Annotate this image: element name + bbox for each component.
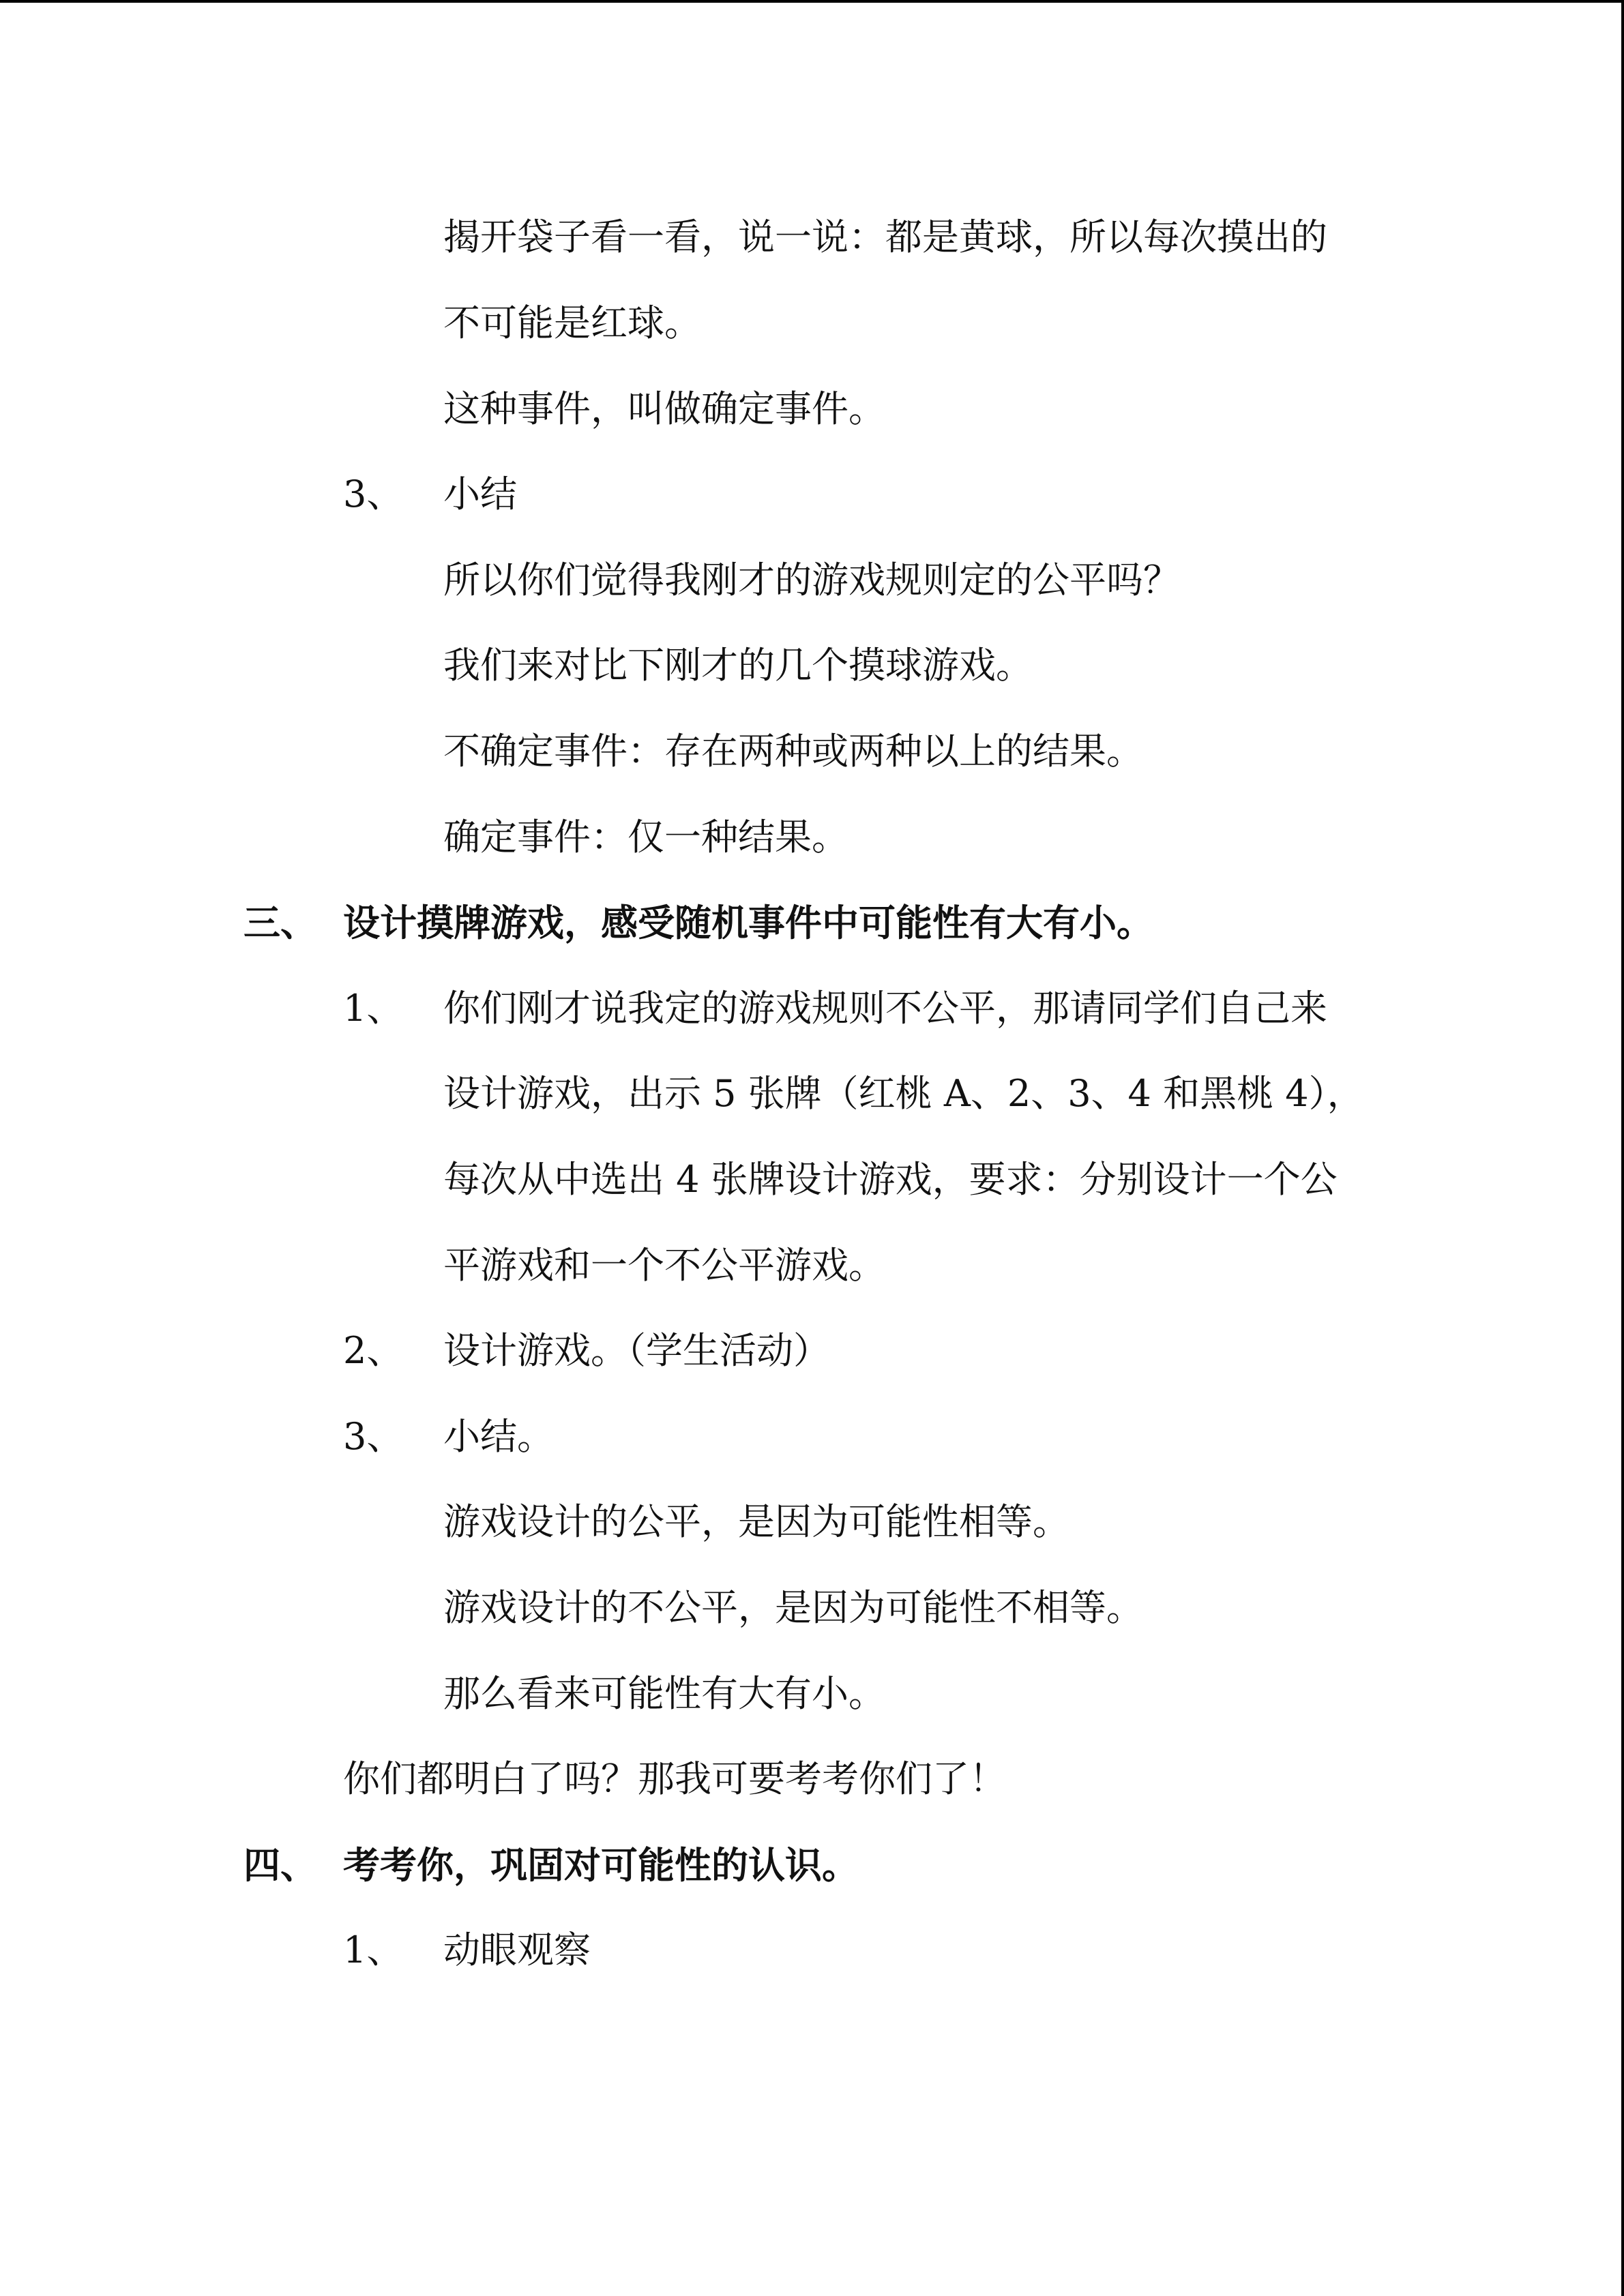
section-number: 四、: [243, 1843, 317, 1887]
list-number: 1、: [343, 1928, 404, 1971]
paragraph-line: 每次从中选出 4 张牌设计游戏，要求：分别设计一个公: [443, 1158, 1338, 1201]
paragraph-line: 游戏设计的公平，是因为可能性相等。: [443, 1500, 1069, 1543]
paragraph-line: 平游戏和一个不公平游戏。: [443, 1244, 885, 1287]
paragraph-line: 你们都明白了吗？那我可要考考你们了！: [343, 1757, 1006, 1800]
section-heading: 设计摸牌游戏，感受随机事件中可能性有大有小。: [343, 901, 1153, 944]
section-heading: 考考你，巩固对可能性的认识。: [343, 1843, 859, 1887]
list-number: 1、: [343, 987, 404, 1030]
section-number: 三、: [243, 901, 317, 944]
list-item-text: 动眼观察: [443, 1928, 591, 1971]
paragraph-line: 设计游戏，出示 5 张牌（红桃 A、2、3、4 和黑桃 4），: [443, 1072, 1364, 1115]
paragraph-line: 游戏设计的不公平，是因为可能性不相等。: [443, 1586, 1143, 1629]
list-number: 3、: [343, 1415, 404, 1458]
paragraph-line: 所以你们觉得我刚才的游戏规则定的公平吗？: [443, 558, 1180, 601]
list-item-text: 小结。: [443, 1415, 554, 1458]
page-right-border: [1621, 0, 1624, 2296]
list-item-text: 设计游戏。（学生活动）: [443, 1329, 830, 1372]
paragraph-line: 那么看来可能性有大有小。: [443, 1672, 885, 1715]
paragraph-line: 确定事件：仅一种结果。: [443, 816, 848, 859]
page-top-border: [0, 0, 1624, 3]
paragraph-line: 揭开袋子看一看，说一说：都是黄球，所以每次摸出的: [443, 215, 1327, 258]
paragraph-line: 不可能是红球。: [443, 301, 701, 344]
list-number: 3、: [343, 473, 404, 516]
list-item-text: 小结: [443, 473, 517, 516]
list-number: 2、: [343, 1329, 404, 1372]
paragraph-line: 不确定事件：存在两种或两种以上的结果。: [443, 730, 1143, 773]
paragraph-line: 我们来对比下刚才的几个摸球游戏。: [443, 644, 1033, 687]
paragraph-line: 这种事件，叫做确定事件。: [443, 387, 885, 430]
list-item-text: 你们刚才说我定的游戏规则不公平，那请同学们自己来: [443, 987, 1327, 1030]
